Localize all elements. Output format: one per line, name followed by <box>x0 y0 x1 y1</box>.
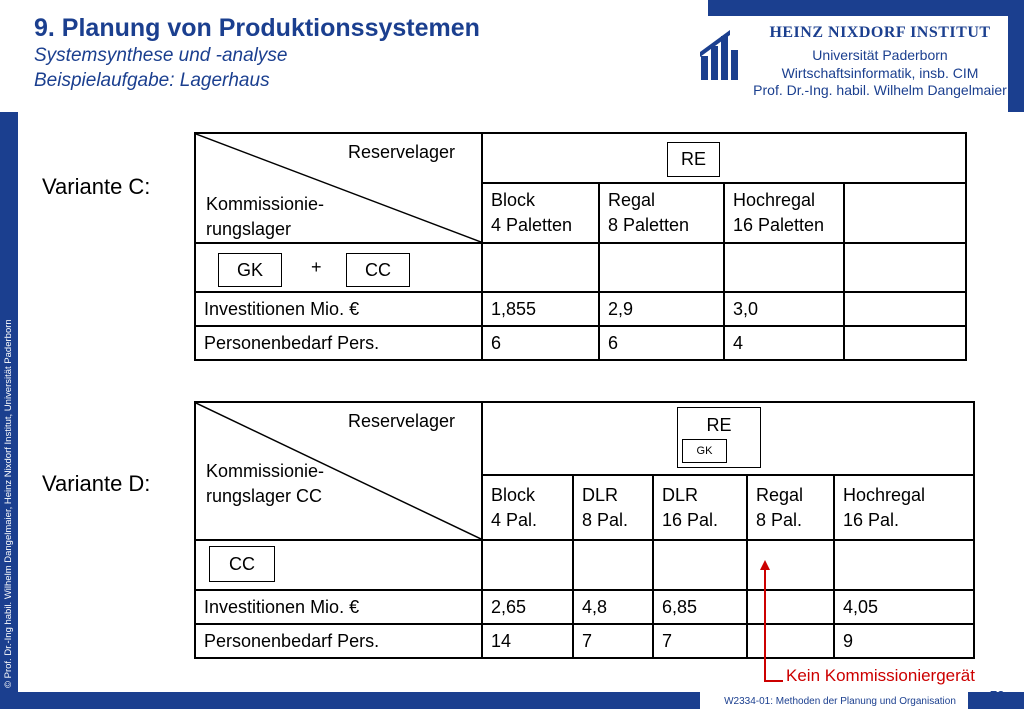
course-footer: W2334-01: Methoden der Planung und Organisation <box>724 696 956 707</box>
corner-bottom-label-2: rungslager <box>206 219 292 239</box>
column-header: Hochregal 16 Paletten <box>724 183 844 243</box>
institute-name: HEINZ NIXDORF INSTITUT <box>769 24 991 41</box>
institute-professor: Prof. Dr.-Ing. habil. Wilhelm Dangelmaier <box>753 82 1007 98</box>
table-row: Investitionen Mio. € 1,855 2,9 3,0 <box>195 292 966 326</box>
variant-c-label: Variante C: <box>42 174 151 199</box>
table-row: Investitionen Mio. € 2,65 4,8 6,85 4,05 <box>195 590 974 624</box>
variant-d-corner-cell <box>195 402 482 540</box>
column-header: Hochregal 16 Pal. <box>834 475 974 540</box>
column-header: DLR 8 Pal. <box>573 475 653 540</box>
variant-d-cc-box: CC <box>209 546 275 582</box>
variant-c-re-box: RE <box>667 142 720 177</box>
column-header: Block 4 Paletten <box>482 183 599 243</box>
variant-d-gk-box: GK <box>682 439 727 463</box>
variant-d-re-box: RE <box>677 407 761 468</box>
variant-d-table <box>194 401 975 659</box>
column-header: DLR 16 Pal. <box>653 475 747 540</box>
corner-top-label: Reservelager <box>348 411 456 431</box>
variant-c-cc-box: CC <box>346 253 410 287</box>
variant-c-corner-cell <box>195 133 482 243</box>
top-bar <box>708 0 1024 16</box>
slide-subtitle-1: Systemsynthese und -analyse <box>34 45 288 66</box>
corner-bottom-label-2: rungslager CC <box>206 486 323 506</box>
slide-title: 9. Planung von Produktionssystemen <box>34 14 480 42</box>
no-picking-device-note: Kein Kommissioniergerät <box>786 666 975 685</box>
corner-bottom-label-1: Kommissionie- <box>206 461 325 481</box>
corner-bottom-label-1: Kommissionie- <box>206 194 325 214</box>
bottom-bar <box>0 692 700 709</box>
table-row: Personenbedarf Pers. 6 6 4 <box>195 326 966 360</box>
column-header: Regal 8 Paletten <box>599 183 724 243</box>
column-header: Regal 8 Pal. <box>747 475 834 540</box>
institute-logo <box>700 30 740 82</box>
column-header: Block 4 Pal. <box>482 475 573 540</box>
corner-top-label: Reservelager <box>348 142 456 162</box>
variant-d-label: Variante D: <box>42 471 151 496</box>
institute-university: Universität Paderborn <box>812 47 948 63</box>
table-row: Personenbedarf Pers. 14 7 7 9 <box>195 624 974 658</box>
red-arrow-icon <box>755 560 785 685</box>
slide-subtitle-2: Beispielaufgabe: Lagerhaus <box>34 70 270 91</box>
variant-c-reserve-header <box>482 133 966 183</box>
page-number: 73 <box>990 688 1005 703</box>
copyright-note: © Prof. Dr.-Ing habil. Wilhelm Dangelmaier, Heinz Nixdorf Institut, Universität Paderborn <box>3 319 14 688</box>
institute-department: Wirtschaftsinformatik, insb. CIM <box>781 65 979 81</box>
column-header <box>844 183 966 243</box>
variant-c-gk-box: GK <box>218 253 282 287</box>
variant-c-table <box>194 132 967 361</box>
plus-sign: + <box>311 257 322 277</box>
